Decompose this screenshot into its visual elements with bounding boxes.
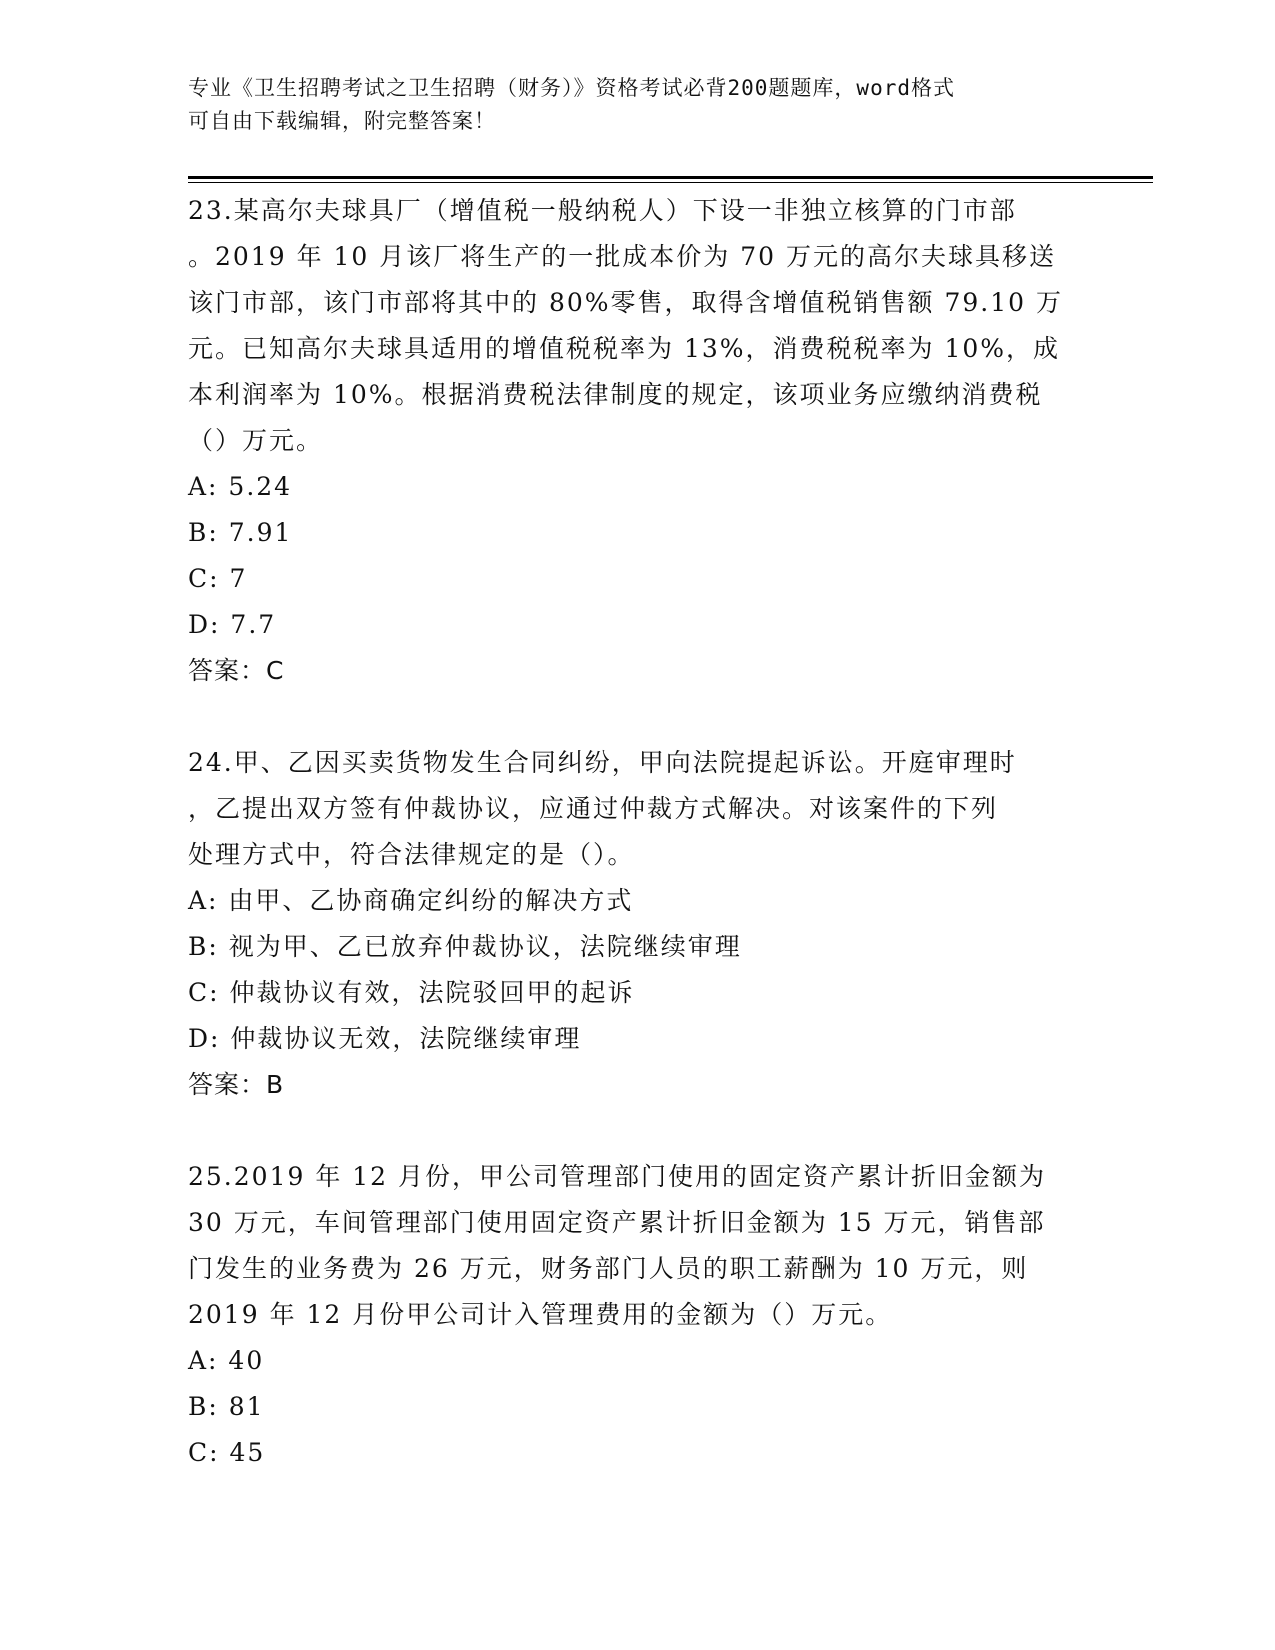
header-rule-thick: [188, 176, 1153, 179]
question-text-line: ，乙提出双方签有仲裁协议，应通过仲裁方式解决。对该案件的下列: [188, 794, 999, 823]
option-c: C: 7: [188, 564, 248, 593]
question-24: [188, 740, 1088, 1108]
option-b: B: 81: [188, 1392, 265, 1421]
document-header: [188, 72, 1088, 138]
question-23: [188, 188, 1088, 694]
answer-line: 答案：B: [188, 1070, 285, 1099]
question-text-line: 25.2019 年 12 月份，甲公司管理部门使用的固定资产累计折旧金额为: [188, 1162, 1047, 1191]
question-separator: [188, 694, 1088, 740]
question-text-line: 该门市部，该门市部将其中的 80%零售，取得含增值税销售额 79.10 万: [188, 288, 1063, 317]
question-25: [188, 1154, 1088, 1476]
question-text-line: 30 万元，车间管理部门使用固定资产累计折旧金额为 15 万元，销售部: [188, 1208, 1046, 1237]
question-text-line: （）万元。: [188, 426, 324, 455]
question-text-line: 2019 年 12 月份甲公司计入管理费用的金额为（）万元。: [188, 1300, 893, 1329]
option-b: B: 7.91: [188, 518, 293, 547]
header-line-1: 专业《卫生招聘考试之卫生招聘（财务）》资格考试必背200题题库，word格式: [188, 76, 955, 100]
question-text-line: 本利润率为 10%。根据消费税法律制度的规定，该项业务应缴纳消费税: [188, 380, 1043, 409]
answer-line: 答案：C: [188, 656, 285, 685]
question-list: [188, 188, 1088, 1476]
option-d: D: 仲裁协议无效，法院继续审理: [188, 1024, 582, 1053]
question-separator: [188, 1108, 1088, 1154]
question-text-line: 23.某高尔夫球具厂（增值税一般纳税人）下设一非独立核算的门市部: [188, 196, 1017, 225]
question-text-line: 。2019 年 10 月该厂将生产的一批成本价为 70 万元的高尔夫球具移送: [188, 242, 1056, 271]
question-text-line: 门发生的业务费为 26 万元，财务部门人员的职工薪酬为 10 万元，则: [188, 1254, 1029, 1283]
option-b: B: 视为甲、乙已放弃仲裁协议，法院继续审理: [188, 932, 742, 961]
question-text-line: 元。已知高尔夫球具适用的增值税税率为 13%，消费税税率为 10%，成: [188, 334, 1061, 363]
option-c: C: 仲裁协议有效，法院驳回甲的起诉: [188, 978, 635, 1007]
question-text-line: 处理方式中，符合法律规定的是（）。: [188, 840, 635, 869]
option-a: A: 由甲、乙协商确定纠纷的解决方式: [188, 886, 634, 915]
question-text-line: 24.甲、乙因买卖货物发生合同纠纷，甲向法院提起诉讼。开庭审理时: [188, 748, 1017, 777]
option-d: D: 7.7: [188, 610, 277, 639]
header-rule-thin: [188, 182, 1153, 183]
option-c: C: 45: [188, 1438, 266, 1467]
header-line-2: 可自由下载编辑，附完整答案！: [188, 109, 496, 133]
option-a: A: 5.24: [188, 472, 293, 501]
option-a: A: 40: [188, 1346, 265, 1375]
